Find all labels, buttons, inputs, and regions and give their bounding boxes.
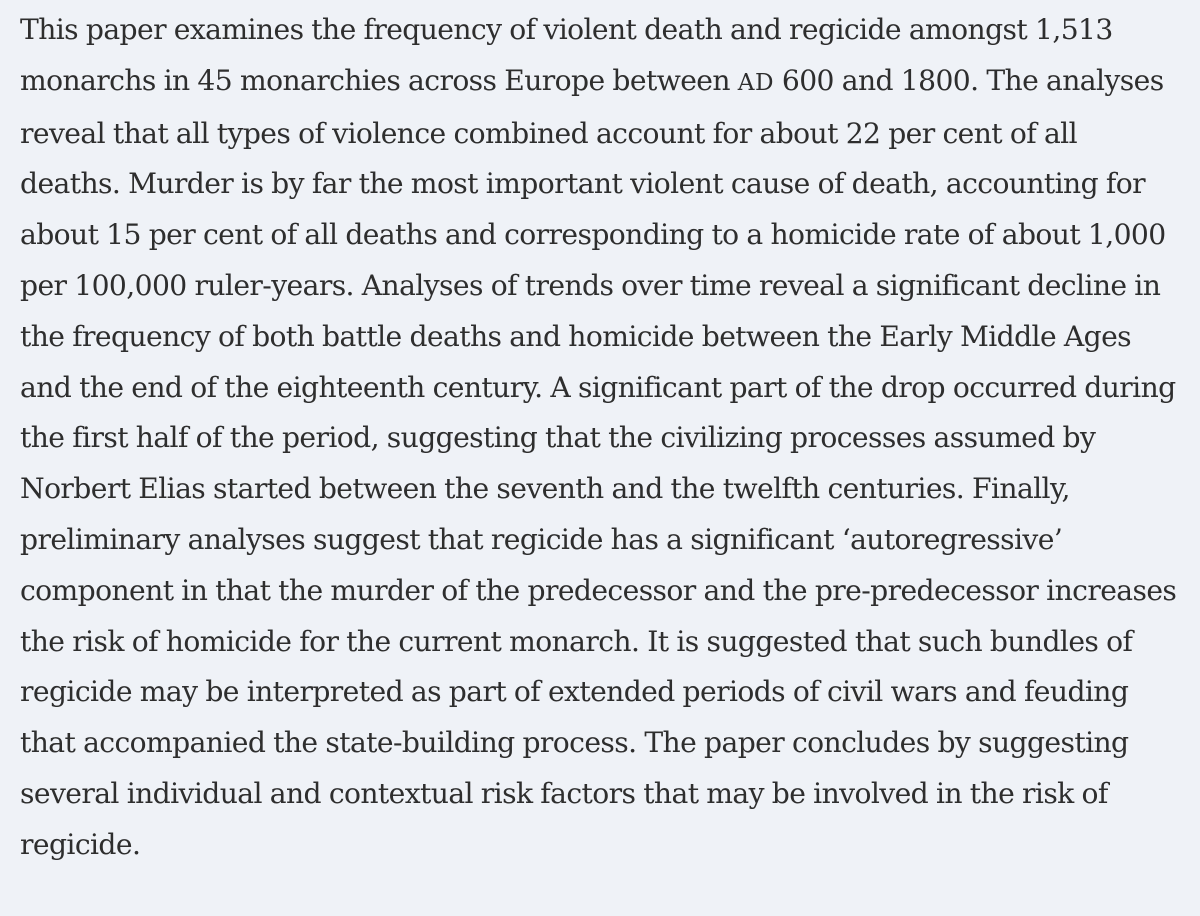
era-abbreviation: AD: [737, 69, 775, 96]
abstract-text-rest: 600 and 1800. The analyses reveal that all types of violence combined account for about 22 per cent of all deaths. Murder is by far the most important violent cause of death, accounting for about 15 per cent of all deaths and corresponding to a homicide rate of about 1,000 per 100,000 ruler-years. Analyses of trends over time reveal a significant decline in the frequency of both battle deaths and homicide between the Early Middle Ages and the end of the eighteenth century. A significant part of the drop occurred during the first half of the period, suggesting that the civilizing processes assumed by Norbert Elias started between the seventh and the twelfth centuries. Finally, preliminary analyses suggest that regicide has a significant ‘autoregressive’ component in that the murder of the predecessor and the pre-predecessor increases the risk of homicide for the current monarch. It is suggested that such bundles of regicide may be interpreted as part of extended periods of civil wars and feuding that accompanied the state-building process. The paper concludes by suggesting several individual and contextual risk factors that may be involved in the risk of regicide.: [20, 63, 1177, 861]
abstract-paragraph: [20, 5, 1185, 871]
abstract-text-start: This paper examines the frequency of violent death and regicide amongst 1,513 monarchs in 45 monarchies across Europe between: [20, 13, 1113, 97]
